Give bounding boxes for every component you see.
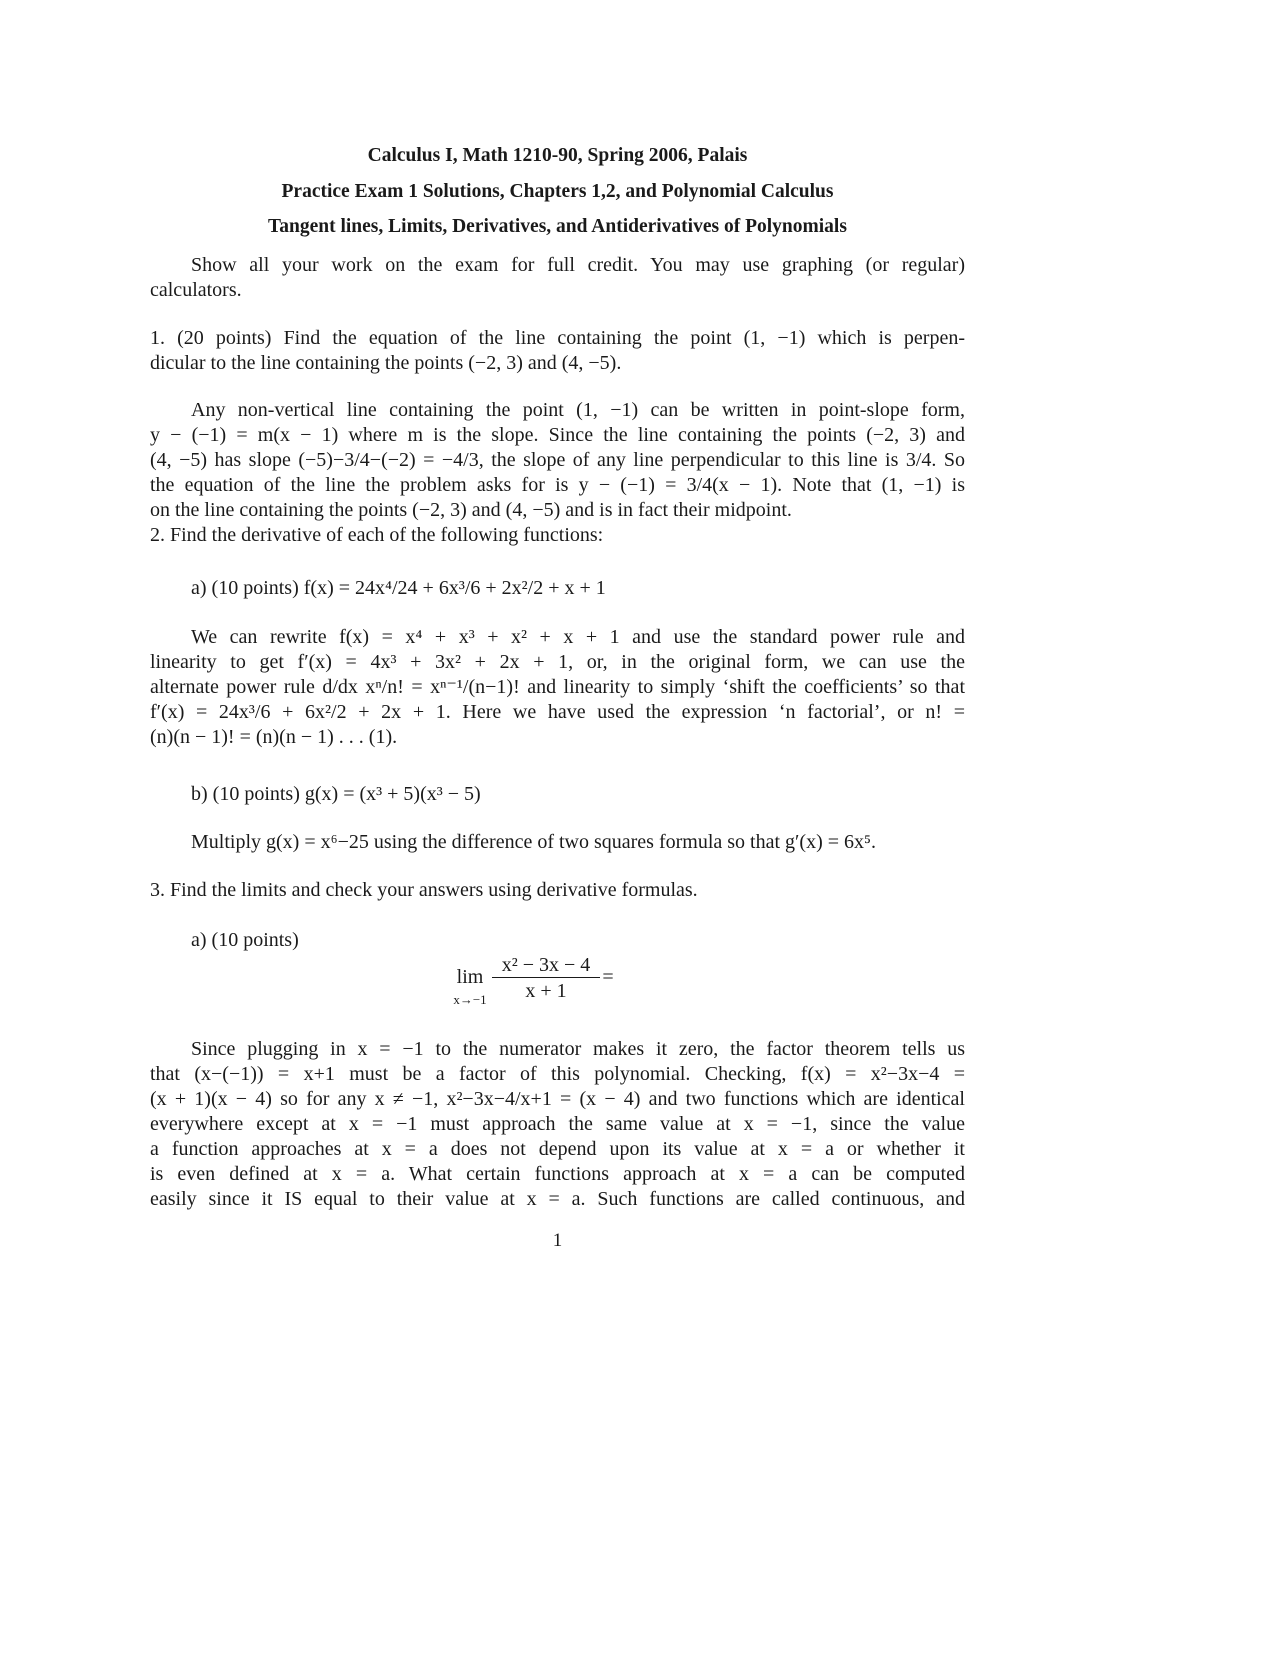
limit-operator: lim: [456, 966, 484, 988]
answer-line: the equation of the line the problem asks for is y − (−1) = 3/4(x − 1). Note that (1, −1) is: [150, 474, 965, 496]
answer-line: (n)(n − 1)! = (n)(n − 1) . . . (1).: [150, 726, 398, 748]
answer-line: everywhere except at x = −1 must approach the same value at x = −1, since the value: [150, 1113, 965, 1135]
limit-subscript: x→−1: [453, 992, 487, 1007]
instructions-line: Show all your work on the exam for full credit. You may use graphing (or regular): [191, 254, 965, 276]
answer-line: a function approaches at x = a does not depend upon its value at x = a or whether it: [150, 1138, 965, 1160]
answer-line: on the line containing the points (−2, 3) and (4, −5) and is in fact their midpoint.: [150, 499, 792, 521]
fraction-bar: [492, 977, 600, 978]
question-1: [150, 326, 965, 376]
question-line: 1. (20 points) Find the equation of the line containing the point (1, −1) which is perpen-: [150, 327, 965, 349]
document-topics: Tangent lines, Limits, Derivatives, and Antiderivatives of Polynomials: [268, 216, 847, 237]
question-2b: b) (10 points) g(x) = (x³ + 5)(x³ − 5): [191, 783, 481, 805]
document-title: Calculus I, Math 1210-90, Spring 2006, Palais: [367, 145, 748, 166]
question-3: [150, 878, 965, 903]
answer-3a: [150, 1037, 965, 1212]
answer-line: y − (−1) = m(x − 1) where m is the slope. Since the line containing the points (−2, 3) and: [150, 424, 965, 446]
document-subtitle: Practice Exam 1 Solutions, Chapters 1,2, and Polynomial Calculus: [281, 181, 834, 202]
answer-line: that (x−(−1)) = x+1 must be a factor of this polynomial. Checking, f(x) = x²−3x−4 =: [150, 1063, 965, 1085]
answer-2b: Multiply g(x) = x⁶−25 using the difference of two squares formula so that g′(x) = 6x⁵.: [191, 831, 876, 853]
answer-2a: [150, 625, 965, 750]
question-2a: a) (10 points) f(x) = 24x⁴/24 + 6x³/6 + 2x²/2 + x + 1: [191, 577, 606, 599]
answer-line: easily since it IS equal to their value at x = a. Such functions are called continuous, and: [150, 1188, 965, 1210]
question-line: dicular to the line containing the points (−2, 3) and (4, −5).: [150, 352, 622, 374]
instructions-line: calculators.: [150, 279, 242, 301]
answer-line: We can rewrite f(x) = x⁴ + x³ + x² + x + 1 and use the standard power rule and: [191, 626, 965, 648]
question-3a: a) (10 points): [191, 929, 299, 951]
question-2-heading: 2. Find the derivative of each of the following functions:: [150, 524, 604, 546]
limit-denominator: x + 1: [525, 980, 567, 1002]
limit-numerator: x² − 3x − 4: [501, 954, 591, 976]
answer-line: (x + 1)(x − 4) so for any x ≠ −1, x²−3x−4/x+1 = (x − 4) and two functions which are identical: [150, 1088, 965, 1110]
instructions-paragraph: [150, 253, 965, 303]
answer-1: [150, 398, 965, 548]
equals-sign: =: [602, 966, 614, 988]
answer-line: alternate power rule d/dx xⁿ/n! = xⁿ⁻¹/(n−1)! and linearity to simply ‘shift the coefficients’ so that: [150, 676, 965, 698]
page-number: 1: [552, 1230, 563, 1251]
answer-line: is even defined at x = a. What certain functions approach at x = a can be computed: [150, 1163, 965, 1185]
answer-line: (4, −5) has slope (−5)−3/4−(−2) = −4/3, the slope of any line perpendicular to this line is 3/4. So: [150, 449, 965, 471]
document-page: [150, 0, 965, 1656]
answer-line: Since plugging in x = −1 to the numerator makes it zero, the factor theorem tells us: [191, 1038, 965, 1060]
question-line: 3. Find the limits and check your answers using derivative formulas.: [150, 879, 698, 901]
answer-line: f′(x) = 24x³/6 + 6x²/2 + 2x + 1. Here we have used the expression ‘n factorial’, or n! =: [150, 701, 965, 723]
answer-line: Any non-vertical line containing the point (1, −1) can be written in point-slope form,: [191, 399, 965, 421]
answer-line: linearity to get f′(x) = 4x³ + 3x² + 2x + 1, or, in the original form, we can use the: [150, 651, 965, 673]
